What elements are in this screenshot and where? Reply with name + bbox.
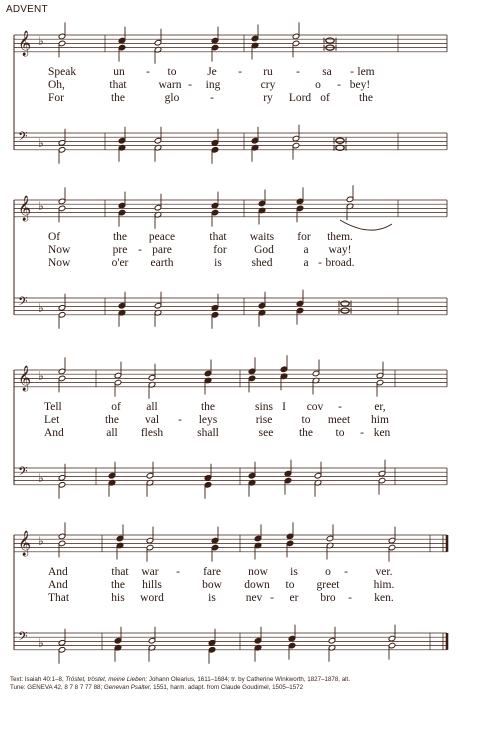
lyric-hyphen: - (188, 79, 192, 91)
lyric-syllable: un (113, 66, 125, 78)
lyric-syllable: o (315, 79, 321, 91)
lyric-syllable: the (358, 92, 374, 104)
lyric-syllable: shall (197, 427, 219, 439)
lyric-syllable: ing (205, 79, 221, 91)
lyric-syllable: er, (374, 401, 386, 413)
lyric-syllable: him (371, 414, 389, 426)
lyric-syllable: er (289, 592, 299, 604)
lyric-syllable: earth (150, 257, 174, 269)
flat-icon: ♭ (38, 636, 44, 650)
lyric-syllable: Oh, (48, 79, 65, 91)
flat-icon: ♭ (38, 199, 44, 213)
lyric-syllable: greet (316, 579, 340, 591)
lyric-syllable: bey! (349, 79, 371, 91)
bass-notes (58, 625, 396, 664)
lyric-syllable: Speak (48, 66, 77, 78)
lyric-syllable: ru (263, 66, 273, 78)
treble-clef-icon: 𝄞 (18, 31, 32, 56)
flat-icon: ♭ (38, 369, 44, 383)
lyric-syllable: all (106, 427, 118, 439)
lyric-syllable: pare (152, 244, 172, 256)
lyric-hyphen: - (270, 592, 274, 604)
lyric-syllable: flesh (140, 427, 164, 439)
lyric-syllable: cov (306, 401, 324, 413)
lyric-syllable: cry (260, 79, 276, 91)
bass-clef-icon: 𝄢 (18, 129, 28, 147)
lyric-syllable: waits (249, 231, 275, 243)
tune-credit (10, 684, 475, 692)
lyric-syllable: Je (207, 66, 217, 78)
lyric-syllable: the (112, 231, 128, 243)
lyric-hyphen: - (350, 66, 354, 78)
lyric-syllable: the (104, 414, 120, 426)
lyric-line (0, 592, 480, 605)
lyric-hyphen: - (210, 92, 214, 104)
treble-clef-icon: 𝄞 (18, 196, 32, 221)
lyric-syllable: broad. (325, 257, 355, 269)
lyric-hyphen: - (178, 414, 182, 426)
lyric-hyphen: - (318, 257, 322, 269)
lyric-syllable: Lord (288, 92, 312, 104)
flat-icon: ♭ (38, 136, 44, 150)
lyric-syllable: to (301, 414, 311, 426)
lyric-syllable: a (303, 257, 309, 269)
lyric-hyphen: - (176, 566, 180, 578)
lyric-syllable: And (44, 427, 64, 439)
text-credit-prefix: Text: Isaiah 40:1–8, (10, 676, 66, 683)
lyric-syllable: Now (48, 257, 71, 269)
lyric-syllable: all (146, 401, 158, 413)
lyric-syllable: the (110, 579, 126, 591)
lyric-syllable: is (290, 566, 298, 578)
lyric-syllable: a (303, 244, 309, 256)
bass-clef-icon: 𝄢 (18, 464, 28, 482)
bass-clef-icon: 𝄢 (18, 294, 28, 312)
lyric-syllable: I (282, 401, 286, 413)
lyric-syllable: the (200, 401, 216, 413)
lyric-syllable: pre (112, 244, 128, 256)
lyric-syllable: That (48, 592, 70, 604)
lyric-hyphen: - (238, 66, 242, 78)
text-credit-rest: Johann Olearius, 1611–1684; tr. by Catherine Winkworth, 1827–1878, alt. (147, 676, 350, 683)
lyric-syllable: And (48, 566, 68, 578)
lyric-syllable: Of (48, 231, 61, 243)
lyric-syllable: to (335, 427, 345, 439)
lyric-syllable: God (254, 244, 274, 256)
lyric-syllable: for (213, 244, 227, 256)
lyric-syllable: o (325, 566, 331, 578)
lyric-syllable: meet (327, 414, 351, 426)
lyric-syllable: For (48, 92, 64, 104)
flat-icon: ♭ (38, 534, 44, 548)
text-credit (10, 676, 475, 684)
lyric-syllable: shed (251, 257, 273, 269)
lyric-hyphen: - (338, 401, 342, 413)
lyric-syllable: fare (203, 566, 221, 578)
lyric-line (0, 579, 480, 592)
lyric-syllable: that (209, 231, 227, 243)
lyric-syllable: to (285, 579, 295, 591)
lyric-syllable: word (140, 592, 164, 604)
section-header: ADVENT (6, 4, 48, 15)
lyric-hyphen: - (360, 427, 364, 439)
lyric-syllable: sins (255, 401, 273, 413)
lyric-syllable: And (48, 579, 68, 591)
lyric-syllable: the (298, 427, 314, 439)
lyric-syllable: war (141, 566, 159, 578)
flat-icon: ♭ (38, 301, 44, 315)
lyric-syllable: of (111, 401, 121, 413)
lyric-syllable: them. (327, 231, 353, 243)
lyric-syllable: ken. (374, 592, 394, 604)
text-credit-title: Tröstet, tröstet, meine Lieben; (65, 676, 148, 683)
bass-staff (14, 629, 447, 650)
lyric-syllable: his (111, 592, 125, 604)
treble-clef-icon: 𝄞 (18, 366, 32, 391)
treble-staff (14, 530, 447, 556)
credits (10, 676, 475, 692)
lyric-hyphen: - (337, 79, 341, 91)
lyric-syllable: is (214, 257, 222, 269)
lyric-hyphen: - (344, 566, 348, 578)
treble-notes (58, 522, 396, 561)
lyric-syllable: leys (198, 414, 218, 426)
lyric-hyphen: - (348, 592, 352, 604)
lyric-syllable: ry (263, 92, 273, 104)
lyric-hyphen: - (138, 244, 142, 256)
lyric-syllable: lem (357, 66, 375, 78)
lyric-syllable: now (248, 566, 268, 578)
flat-icon: ♭ (38, 471, 44, 485)
lyric-syllable: val (144, 414, 160, 426)
lyric-syllable: rise (255, 414, 273, 426)
lyric-syllable: Let (44, 414, 60, 426)
lyric-hyphen: - (146, 66, 150, 78)
lyric-syllable: Tell (44, 401, 62, 413)
lyric-syllable: bow (202, 579, 222, 591)
lyric-syllable: for (297, 231, 311, 243)
tune-credit-prefix: Tune: GENEVA 42, 8 7 8 7 77 88; (10, 684, 104, 691)
lyric-syllable: see (258, 427, 274, 439)
lyric-syllable: down (244, 579, 270, 591)
lyric-syllable: that (111, 566, 129, 578)
lyric-syllable: is (208, 592, 216, 604)
lyric-line (0, 566, 480, 579)
lyric-hyphen: - (296, 66, 300, 78)
lyric-syllable: ken (373, 427, 391, 439)
lyric-syllable: glo (164, 92, 180, 104)
bass-clef-icon: 𝄢 (18, 629, 28, 647)
treble-clef-icon: 𝄞 (18, 531, 32, 556)
tune-credit-title: Genevan Psalter, (103, 684, 152, 691)
lyric-syllable: bro (320, 592, 336, 604)
lyric-syllable: him. (373, 579, 395, 591)
lyric-syllable: sa (322, 66, 332, 78)
lyric-syllable: way! (328, 244, 352, 256)
flat-icon: ♭ (38, 34, 44, 48)
lyric-syllable: peace (148, 231, 176, 243)
lyric-syllable: that (109, 79, 127, 91)
lyric-syllable: Now (48, 244, 71, 256)
lyric-syllable: o'er (111, 257, 129, 269)
lyric-syllable: hills (142, 579, 162, 591)
lyric-syllable: the (110, 92, 126, 104)
lyric-syllable: to (167, 66, 177, 78)
lyric-syllable: warn (158, 79, 182, 91)
tune-credit-rest: 1551, harm. adapt. from Claude Goudimel, 1505–1572 (151, 684, 304, 691)
lyric-syllable: of (320, 92, 330, 104)
lyric-syllable: ver. (375, 566, 393, 578)
lyric-syllable: nev (245, 592, 263, 604)
